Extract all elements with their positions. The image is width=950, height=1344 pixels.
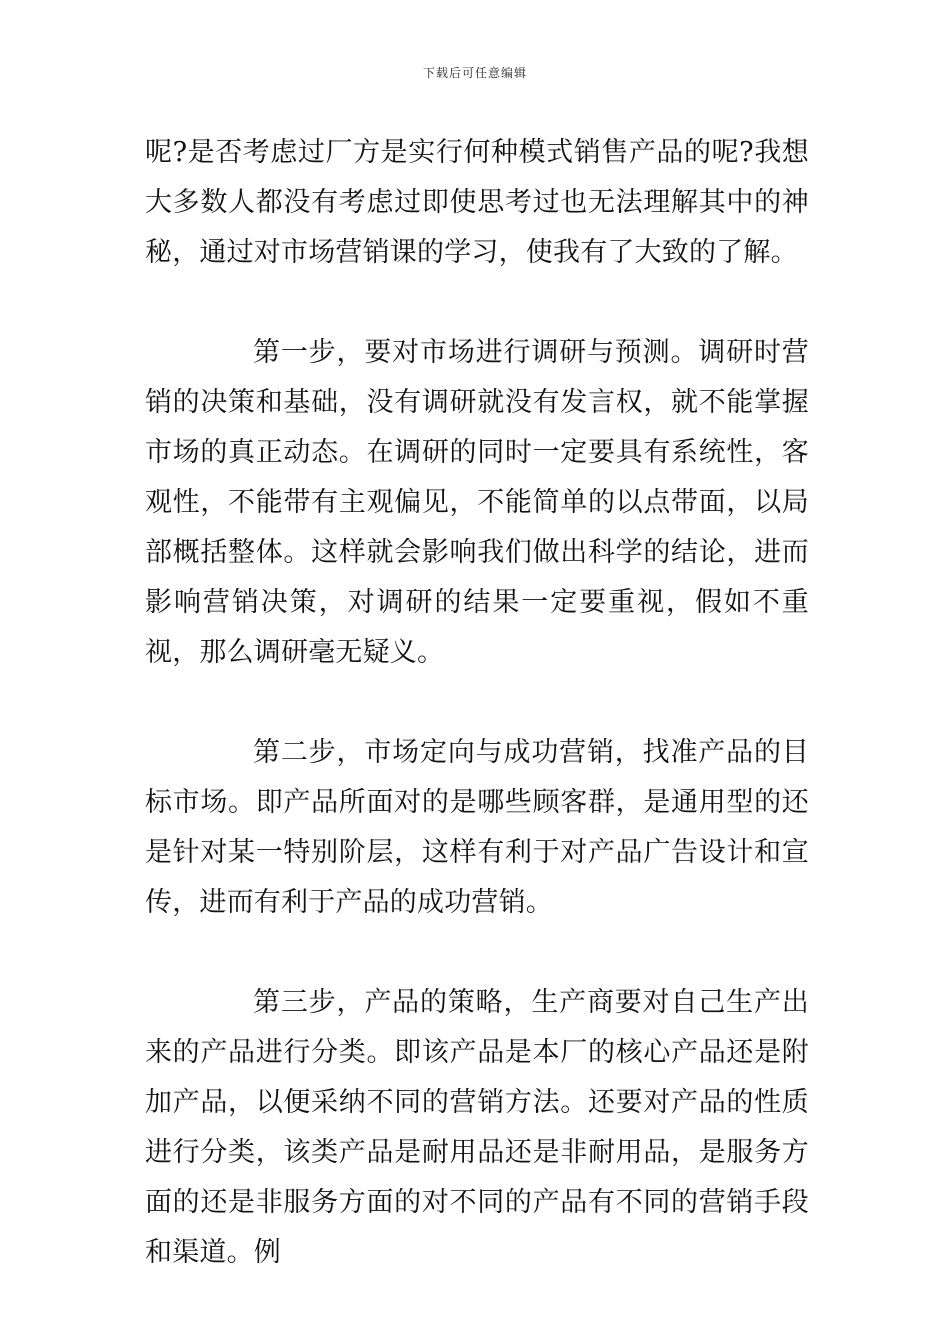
paragraph-step-three: 第三步，产品的策略，生产商要对自己生产出来的产品进行分类。即该产品是本厂的核心产品还是附加产品，以便采纳不同的营销方法。还要对产品的性质进行分类，该类产品是耐用品还是非耐用品，是服务方面的还是非服务方面的对不同的产品有不同的营销手段和渠道。例	[145, 987, 809, 1268]
paragraph-spacer	[145, 928, 809, 978]
paragraph-spacer	[145, 678, 809, 728]
document-body	[145, 128, 809, 1278]
paragraph-step-two: 第二步，市场定向与成功营销，找准产品的目标市场。即产品所面对的是哪些顾客群，是通用型的还是针对某一特别阶层，这样有利于对产品广告设计和宣传，进而有利于产品的成功营销。	[145, 737, 809, 918]
paragraph-step-one: 第一步，要对市场进行调研与预测。调研时营销的决策和基础，没有调研就没有发言权，就不能掌握市场的真正动态。在调研的同时一定要具有系统性，客观性，不能带有主观偏见，不能简单的以点带面，以局部概括整体。这样就会影响我们做出科学的结论，进而影响营销决策，对调研的结果一定要重视，假如不重视，那么调研毫无疑义。	[145, 337, 809, 668]
paragraph-spacer	[145, 278, 809, 328]
paragraph-intro: 呢?是否考虑过厂方是实行何种模式销售产品的呢?我想大多数人都没有考虑过即使思考过也无法理解其中的神秘，通过对市场营销课的学习，使我有了大致的了解。	[145, 137, 809, 268]
page-header-note: 下载后可任意编辑	[422, 66, 527, 80]
